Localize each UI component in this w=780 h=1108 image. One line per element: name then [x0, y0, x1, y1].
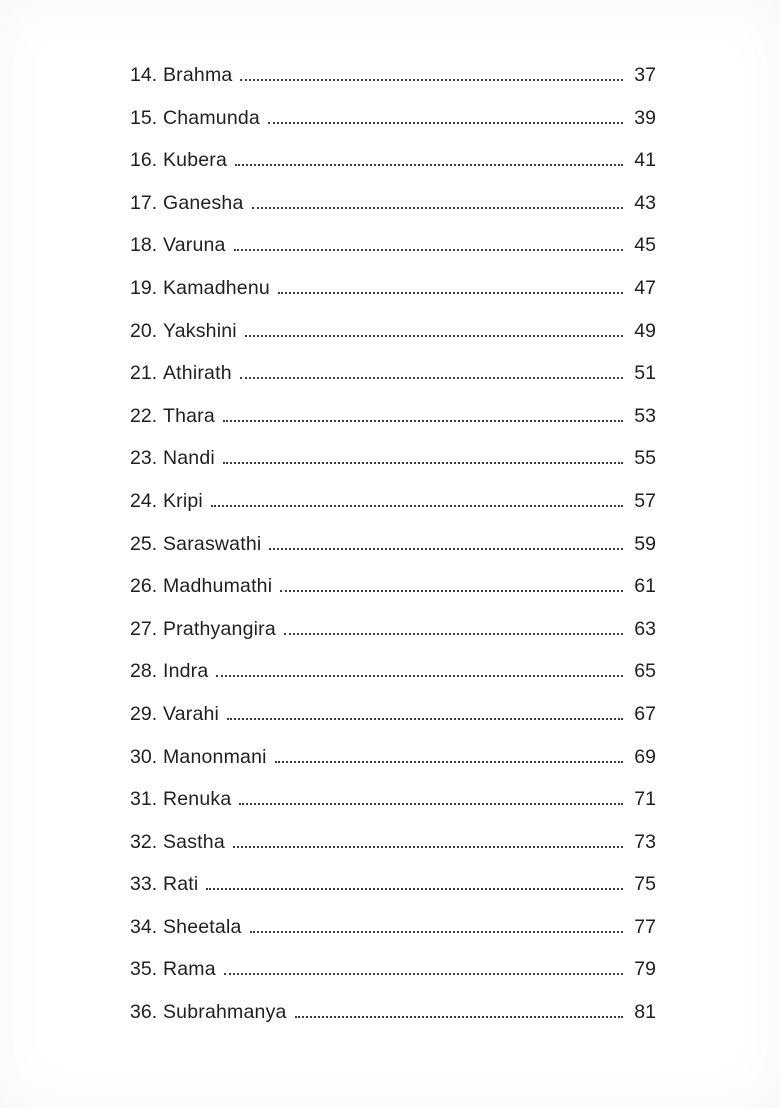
dot-leader [284, 633, 623, 635]
toc-entry-page: 39 [634, 106, 656, 129]
toc-entry-page: 41 [634, 149, 656, 172]
toc-entry [130, 437, 656, 480]
toc-entry-number: 33. [130, 873, 158, 896]
toc-entry-page: 49 [634, 319, 656, 342]
toc-entry [130, 480, 656, 523]
toc-entry [130, 54, 656, 97]
dot-leader [206, 888, 623, 890]
dot-leader [269, 548, 623, 550]
dot-leader [223, 462, 623, 464]
dot-leader [278, 292, 623, 294]
toc-entry [130, 608, 656, 651]
toc-entry-title: Athirath [162, 362, 232, 385]
toc-entry-page: 79 [634, 958, 656, 981]
toc-entry-number: 22. [130, 404, 158, 427]
toc-entry-page: 69 [634, 745, 656, 768]
dot-leader [252, 207, 624, 209]
toc-entry [130, 139, 656, 182]
toc-entry-title: Varahi [162, 702, 220, 725]
toc-entry-page: 59 [634, 532, 656, 555]
toc-entry-title: Sastha [162, 830, 225, 853]
toc-entry [130, 395, 656, 438]
toc-entry-number: 21. [130, 362, 158, 385]
toc-entry-title: Varuna [162, 234, 226, 257]
toc-entry-title: Kubera [162, 149, 228, 172]
toc-entry-number: 29. [130, 702, 158, 725]
toc-entry [130, 906, 656, 949]
toc-entry [130, 821, 656, 864]
toc-entry-title: Yakshini [162, 319, 237, 342]
toc-entry [130, 224, 656, 267]
toc-entry-number: 26. [130, 575, 158, 598]
toc-list [130, 54, 656, 1034]
dot-leader [235, 164, 623, 166]
toc-entry [130, 267, 656, 310]
toc-entry [130, 736, 656, 779]
toc-entry-number: 28. [130, 660, 158, 683]
toc-entry-page: 63 [634, 617, 656, 640]
toc-entry [130, 523, 656, 566]
toc-entry-page: 47 [634, 276, 656, 299]
toc-entry-title: Kripi [162, 489, 203, 512]
toc-entry-page: 57 [634, 489, 656, 512]
toc-entry-title: Nandi [162, 447, 215, 470]
dot-leader [233, 846, 623, 848]
toc-entry-number: 35. [130, 958, 158, 981]
dot-leader [250, 931, 623, 933]
toc-entry-number: 31. [130, 788, 158, 811]
toc-entry-title: Brahma [162, 64, 233, 86]
toc-entry-page: 75 [634, 873, 656, 896]
toc-entry [130, 693, 656, 736]
toc-entry-page: 81 [634, 1001, 656, 1024]
toc-entry-number: 34. [130, 915, 158, 938]
toc-entry-title: Manonmani [162, 745, 267, 768]
toc-entry-title: Subrahmanya [162, 1001, 287, 1024]
toc-entry-number: 14. [130, 64, 158, 86]
toc-entry-title: Indra [162, 660, 209, 683]
dot-leader [275, 761, 623, 763]
toc-entry-number: 19. [130, 276, 158, 299]
toc-entry-title: Sheetala [162, 915, 242, 938]
toc-entry-title: Rati [162, 873, 199, 896]
toc-entry-number: 27. [130, 617, 158, 640]
dot-leader [268, 122, 623, 124]
dot-leader [223, 420, 623, 422]
toc-entry-number: 20. [130, 319, 158, 342]
toc-entry [130, 565, 656, 608]
toc-entry-number: 23. [130, 447, 158, 470]
toc-entry-page: 61 [634, 575, 656, 598]
toc-entry-title: Renuka [162, 788, 232, 811]
toc-entry-page: 77 [634, 915, 656, 938]
toc-entry-title: Rama [162, 958, 216, 981]
toc-entry-page: 73 [634, 830, 656, 853]
toc-entry [130, 650, 656, 693]
toc-entry-page: 37 [634, 64, 656, 86]
toc-entry [130, 778, 656, 821]
toc-entry [130, 863, 656, 906]
toc-entry [130, 948, 656, 991]
toc-entry-number: 30. [130, 745, 158, 768]
dot-leader [224, 973, 623, 975]
toc-entry-title: Thara [162, 404, 215, 427]
dot-leader [295, 1016, 623, 1018]
toc-entry-title: Ganesha [162, 191, 244, 214]
toc-entry-number: 32. [130, 830, 158, 853]
toc-entry-page: 67 [634, 702, 656, 725]
toc-entry-page: 71 [634, 788, 656, 811]
toc-entry [130, 310, 656, 353]
toc-entry-page: 51 [634, 362, 656, 385]
toc-entry-number: 18. [130, 234, 158, 257]
toc-entry-page: 45 [634, 234, 656, 257]
toc-entry-number: 24. [130, 489, 158, 512]
toc-entry [130, 352, 656, 395]
toc-entry-title: Chamunda [162, 106, 260, 129]
toc-entry-number: 15. [130, 106, 158, 129]
toc-entry-number: 36. [130, 1001, 158, 1024]
toc-entry [130, 182, 656, 225]
toc-entry-page: 53 [634, 404, 656, 427]
toc-entry-number: 16. [130, 149, 158, 172]
dot-leader [240, 377, 623, 379]
toc-entry-title: Saraswathi [162, 532, 262, 555]
dot-leader [234, 249, 623, 251]
dot-leader [216, 675, 623, 677]
dot-leader [240, 79, 623, 81]
toc-entry-page: 43 [634, 191, 656, 214]
toc-entry-page: 65 [634, 660, 656, 683]
dot-leader [245, 335, 623, 337]
dot-leader [239, 803, 623, 805]
toc-entry-number: 17. [130, 191, 158, 214]
toc-entry-title: Kamadhenu [162, 276, 270, 299]
toc-entry-title: Madhumathi [162, 575, 273, 598]
dot-leader [280, 590, 623, 592]
toc-entry-title: Prathyangira [162, 617, 276, 640]
toc-entry [130, 991, 656, 1034]
toc-entry-number: 25. [130, 532, 158, 555]
toc-entry [130, 97, 656, 140]
dot-leader [227, 718, 623, 720]
dot-leader [211, 505, 623, 507]
toc-entry-page: 55 [634, 447, 656, 470]
